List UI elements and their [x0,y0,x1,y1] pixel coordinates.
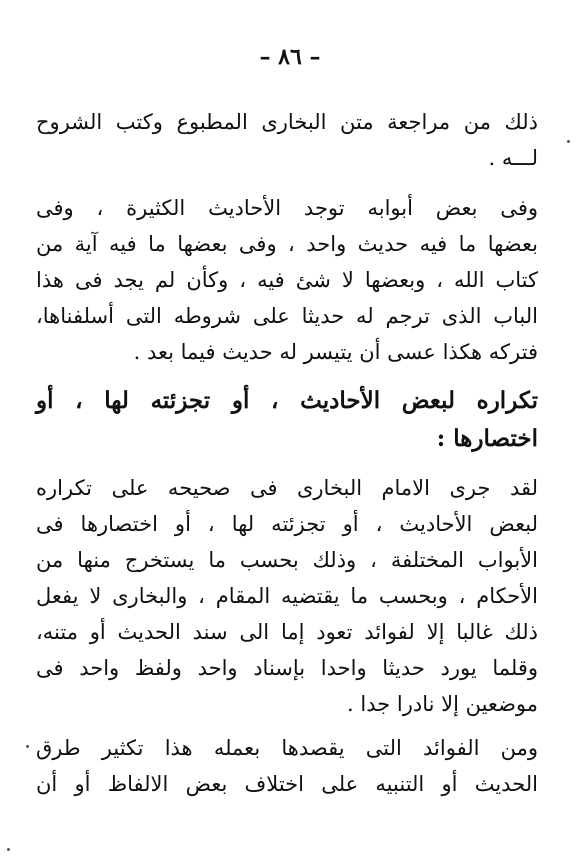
paragraph-1 [36,104,538,176]
text-line: الباب الذى ترجم له حديثا على شروطه التى أسلفناها، [36,304,538,328]
text-line: بعضها ما فيه حديث واحد ، وفى بعضها ما فيه آية من [36,232,538,256]
text-line: لقد جرى الامام البخارى فى صحيحه على تكراره [36,476,538,500]
text-line: الحديث أو التنبيه على اختلاف بعض الالفاظ أو أن [36,772,538,796]
heading-line: اختصارها : [436,425,538,452]
section-heading [36,382,538,458]
text-line: لـــه . [488,146,538,170]
text-line: لبعض الأحاديث ، أو تجزئته لها ، أو اختصارها فى [36,512,538,536]
text-line: الأبواب المختلفة ، وذلك بحسب ما يستخرج منها من [36,548,538,572]
text-line: ومن الفوائد التى يقصدها بعمله هذا تكثير طرق [36,736,539,760]
heading-line: تكراره لبعض الأحاديث ، أو تجزئته لها ، أو [36,387,538,414]
text-line: موضعين إلا نادرا جدا . [347,692,538,716]
paragraph-4 [36,730,538,802]
scan-speck [26,745,29,748]
text-line: ذلك من مراجعة متن البخارى المطبوع وكتب الشروح [36,110,538,134]
page-number: – ٨٦ – [259,44,321,70]
text-line: وقلما يورد حديثا واحدا بإسناد واحد ولفظ واحد فى [36,656,538,680]
scan-speck [567,140,570,143]
text-line: فتركه هكذا عسى أن يتيسر له حديث فيما بعد . [133,340,538,364]
paragraph-3 [36,470,538,722]
text-line: كتاب الله ، وبعضها لا شئ فيه ، وكأن لم يجد فى هذا [36,268,538,292]
text-line: الأحكام ، وبحسب ما يقتضيه المقام ، والبخارى لا يفعل [36,584,538,608]
text-line: ذلك غالبا إلا لفوائد تعود إما الى سند الحديث أو متنه، [36,620,538,644]
text-line: وفى بعض أبوابه توجد الأحاديث الكثيرة ، وفى [36,196,538,220]
scan-speck [7,848,10,851]
paragraph-2 [36,190,538,370]
